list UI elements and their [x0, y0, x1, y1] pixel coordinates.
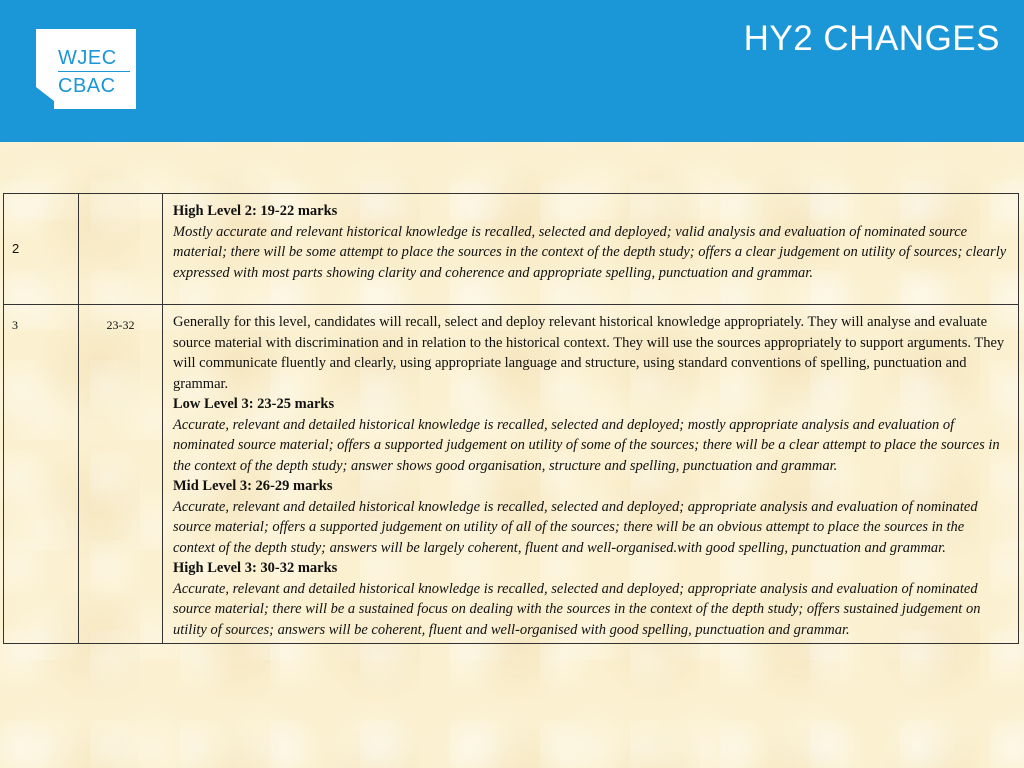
table-row	[4, 305, 1019, 644]
marks-cell: 23-32	[79, 305, 163, 644]
band-heading: High Level 2: 19-22 marks	[173, 203, 338, 219]
band-descriptor: Accurate, relevant and detailed historical knowledge is recalled, selected and deployed; appropriate analysis and evaluation of nominated source material; there will be a sustained focus on dealing with the sources in the context of the depth study; offers sustained judgement on utility of sources; answers will be coherent, fluent and well-organised with good spelling, punctuation and grammar.	[173, 580, 981, 638]
table-row	[4, 194, 1019, 305]
logo-divider	[58, 71, 130, 72]
mark-scheme-table	[3, 193, 1019, 644]
logo-text-wjec: WJEC	[58, 47, 117, 69]
level-cell: 2	[4, 194, 79, 305]
marks-cell	[79, 194, 163, 305]
band-heading: Mid Level 3: 26-29 marks	[173, 478, 333, 494]
logo-shape	[36, 29, 136, 109]
level-intro: Generally for this level, candidates will recall, select and deploy relevant historical knowledge appropriately. They will analyse and evaluate source material with discrimination and in relation to the historical context. They will use the sources appropriately to support arguments. They will communicate fluently and clearly, using appropriate language and structure, using standard conventions of spelling, punctuation and grammar.	[173, 314, 1005, 392]
page-title: HY2 CHANGES	[743, 19, 1000, 58]
level-cell: 3	[4, 305, 79, 644]
band-descriptor: Accurate, relevant and detailed historical knowledge is recalled, selected and deployed; mostly appropriate analysis and evaluation of nominated source material; offers a supported judgement on utility of some of the sources; there will be a clear attempt to place the sources in the context of the depth study; answer shows good organisation, structure and spelling, punctuation and grammar.	[173, 416, 1000, 474]
wjec-cbac-logo	[36, 29, 136, 109]
header-bar	[0, 0, 1024, 142]
descriptor-cell	[163, 305, 1019, 644]
band-descriptor: Accurate, relevant and detailed historical knowledge is recalled, selected and deployed; appropriate analysis and evaluation of nominated source material; offers a supported judgement on utility of all of the sources; there will be an obvious attempt to place the sources in the context of the depth study; answers will be largely coherent, fluent and well-organised.with good spelling, punctuation and grammar.	[173, 498, 978, 556]
band-heading: High Level 3: 30-32 marks	[173, 560, 338, 576]
descriptor-cell	[163, 194, 1019, 305]
band-heading: Low Level 3: 23-25 marks	[173, 396, 335, 412]
band-descriptor: Mostly accurate and relevant historical knowledge is recalled, selected and deployed; valid analysis and evaluation of nominated source material; there will be some attempt to place the sources in the context of the depth study; offers a clear judgement on utility of sources; clearly expressed with most parts showing clarity and coherence and appropriate spelling, punctuation and grammar.	[173, 223, 1007, 281]
logo-text-cbac: CBAC	[58, 75, 116, 97]
